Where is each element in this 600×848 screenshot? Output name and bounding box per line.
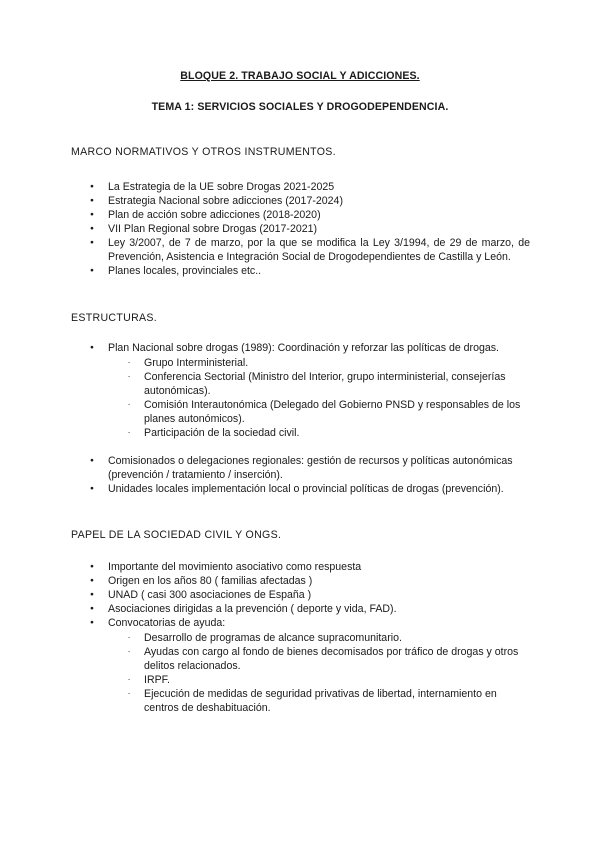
list-item: ● VII Plan Regional sobre Drogas (2017-2021) bbox=[90, 222, 530, 236]
list-item: ● Unidades locales implementación local o provincial políticas de drogas (prevención). bbox=[90, 482, 530, 496]
list-item: ● Planes locales, provinciales etc.. bbox=[90, 264, 530, 278]
sub-list bbox=[128, 356, 530, 440]
section-heading-marco-normativo: MARCO NORMATIVOS Y OTROS INSTRUMENTOS. bbox=[71, 146, 336, 158]
list-item bbox=[90, 616, 530, 715]
list-item-text: Convocatorias de ayuda: bbox=[108, 617, 226, 629]
topic-title: TEMA 1: SERVICIOS SOCIALES Y DROGODEPENDENCIA. bbox=[151, 101, 449, 113]
block-title: BLOQUE 2. TRABAJO SOCIAL Y ADICCIONES. bbox=[180, 70, 420, 82]
list-item: ● Origen en los años 80 ( familias afectadas ) bbox=[90, 574, 530, 588]
list-item: ● Estrategia Nacional sobre adicciones (2017-2024) bbox=[90, 194, 530, 208]
list-item: ● Asociaciones dirigidas a la prevención ( deporte y vida, FAD). bbox=[90, 602, 530, 616]
list-item: ● Comisionados o delegaciones regionales: gestión de recursos y políticas autonómicas (prevención / tratamiento / inserción). bbox=[90, 454, 530, 482]
sub-list-item: - Ayudas con cargo al fondo de bienes decomisados por tráfico de drogas y otros delitos relacionados. bbox=[128, 645, 530, 673]
marco-normativo-list bbox=[90, 180, 530, 278]
list-item-text: Plan Nacional sobre drogas (1989): Coordinación y reforzar las políticas de drogas. bbox=[108, 342, 500, 354]
sub-list-item: - Participación de la sociedad civil. bbox=[128, 426, 530, 440]
list-item: ● Plan de acción sobre adicciones (2018-2020) bbox=[90, 208, 530, 222]
sub-list-item: - Comisión Interautonómica (Delegado del Gobierno PNSD y responsables de los planes autonómicos). bbox=[128, 398, 530, 426]
sociedad-civil-list bbox=[90, 560, 530, 715]
section-heading-sociedad-civil: PAPEL DE LA SOCIEDAD CIVIL Y ONGS. bbox=[71, 529, 282, 541]
section-heading-estructuras: ESTRUCTURAS. bbox=[71, 312, 158, 324]
list-item: ● Importante del movimiento asociativo como respuesta bbox=[90, 560, 530, 574]
sub-list bbox=[128, 631, 530, 715]
list-item: ● La Estrategia de la UE sobre Drogas 2021-2025 bbox=[90, 180, 530, 194]
list-item bbox=[90, 341, 530, 440]
sub-list-item: - IRPF. bbox=[128, 673, 530, 687]
list-item: ● UNAD ( casi 300 asociaciones de España ) bbox=[90, 588, 530, 602]
sub-list-item: - Conferencia Sectorial (Ministro del Interior, grupo interministerial, consejerías autonómicas). bbox=[128, 370, 530, 398]
list-item: ● Ley 3/2007, de 7 de marzo, por la que se modifica la Ley 3/1994, de 29 de marzo, de Prevención, Asistencia e Integración Social de Drogodependientes de Castilla y León. bbox=[90, 236, 530, 264]
sub-list-item: - Ejecución de medidas de seguridad privativas de libertad, internamiento en centros de deshabituación. bbox=[128, 687, 530, 715]
estructuras-list bbox=[90, 341, 530, 496]
sub-list-item: - Grupo Interministerial. bbox=[128, 356, 530, 370]
sub-list-item: - Desarrollo de programas de alcance supracomunitario. bbox=[128, 631, 530, 645]
